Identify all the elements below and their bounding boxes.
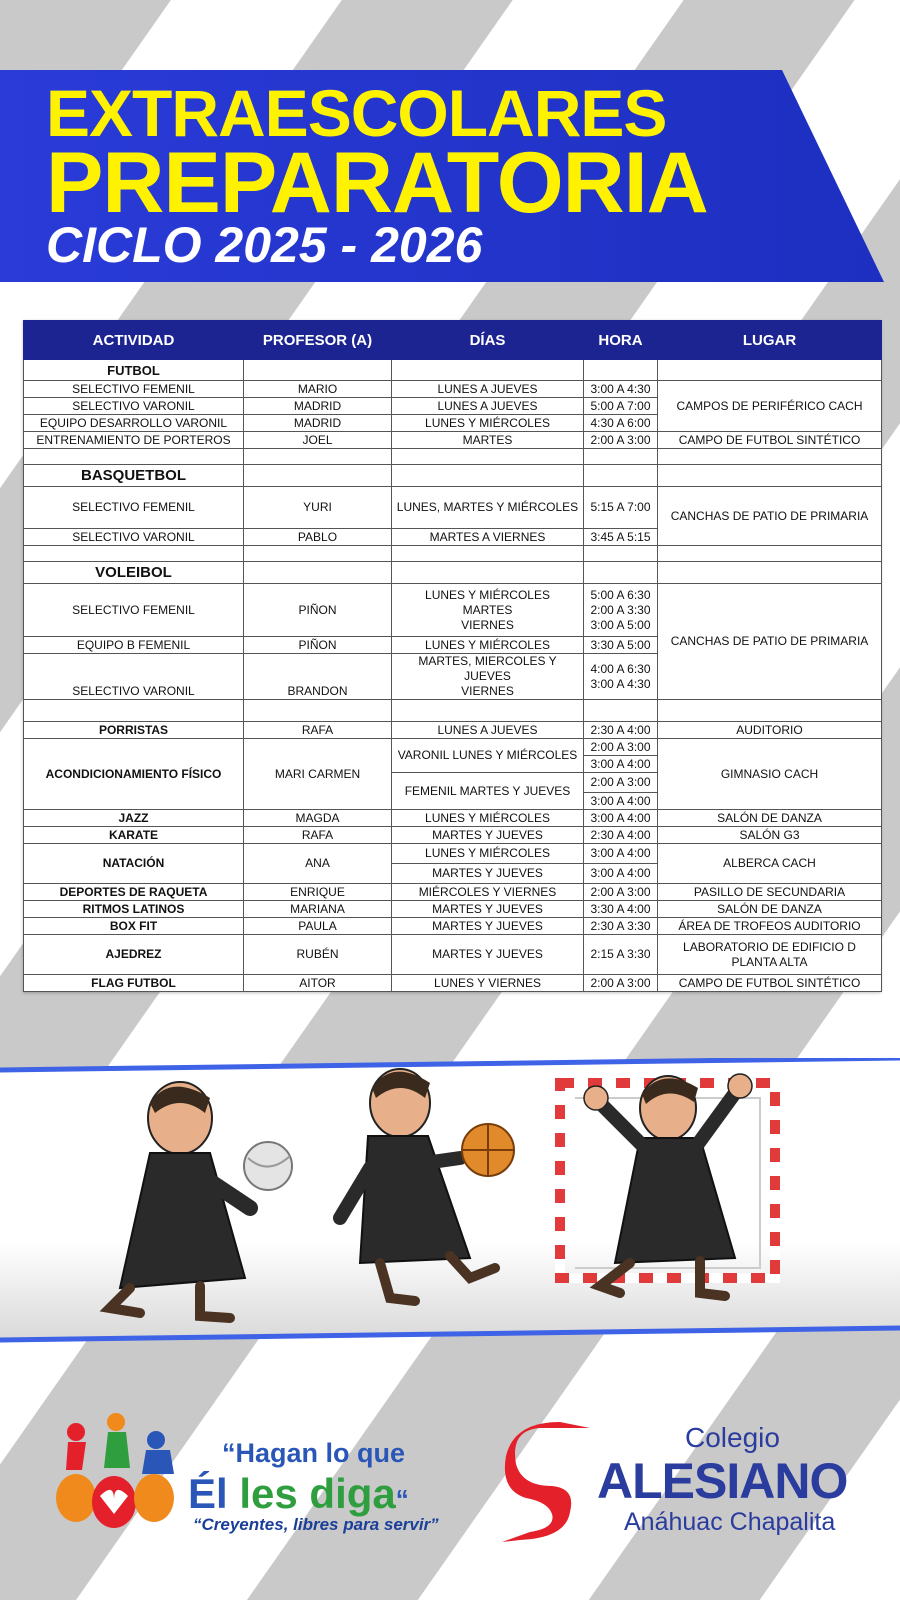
hour-cell: 2:00 A 3:00 — [584, 432, 658, 449]
slogan-quote-mark: “ — [395, 1484, 409, 1514]
days-cell: MARTES Y JUEVES — [392, 901, 584, 918]
hour-cell: 2:30 A 4:00 — [584, 722, 658, 739]
activity-cell: SELECTIVO FEMENIL — [24, 487, 244, 529]
table-row — [24, 884, 882, 901]
teacher-cell: RUBÉN — [244, 935, 392, 975]
place-cell: ALBERCA CACH — [658, 844, 882, 884]
pilgrims-emblem-icon — [56, 1413, 174, 1528]
activity-cell: AJEDREZ — [24, 935, 244, 975]
days-cell: LUNES Y MIÉRCOLES — [392, 415, 584, 432]
column-header-hora: HORA — [584, 321, 658, 360]
days-cell: MIÉRCOLES Y VIERNES — [392, 884, 584, 901]
activity-cell: KARATE — [24, 827, 244, 844]
brand-colegio: Colegio — [685, 1422, 780, 1453]
hour-cell: 3:00 A 4:00 — [584, 793, 658, 810]
teacher-cell: MARI CARMEN — [244, 739, 392, 810]
activity-cell: PORRISTAS — [24, 722, 244, 739]
teacher-cell: ANA — [244, 844, 392, 884]
hour-cell: 2:30 A 4:00 — [584, 827, 658, 844]
hour-cell: 5:00 A 7:00 — [584, 398, 658, 415]
salesiano-s-logo-icon — [500, 1420, 600, 1550]
hour-cell: 2:00 A 3:00 — [584, 773, 658, 793]
table-row — [24, 975, 882, 992]
header-banner — [0, 70, 900, 282]
teacher-cell: MARIANA — [244, 901, 392, 918]
days-cell: MARTES Y JUEVES — [392, 935, 584, 975]
section-row-futbol — [24, 360, 882, 381]
activity-cell: EQUIPO B FEMENIL — [24, 637, 244, 654]
schedule-table-container — [23, 320, 881, 992]
table-row — [24, 722, 882, 739]
teacher-cell: MADRID — [244, 398, 392, 415]
column-header-profesor: PROFESOR (A) — [244, 321, 392, 360]
teacher-cell: MADRID — [244, 415, 392, 432]
place-cell: AUDITORIO — [658, 722, 882, 739]
days-cell: FEMENIL MARTES Y JUEVES — [392, 773, 584, 810]
days-cell — [392, 584, 584, 637]
days-line: MARTES, MIERCOLES Y JUEVES — [418, 654, 557, 683]
table-row — [24, 844, 882, 864]
table-row — [24, 487, 882, 529]
slogan-les-diga: les diga — [239, 1470, 396, 1517]
table-row — [24, 432, 882, 449]
title-ciclo: CICLO 2025 - 2026 — [46, 217, 483, 273]
teacher-cell: YURI — [244, 487, 392, 529]
place-cell: CAMPO DE FUTBOL SINTÉTICO — [658, 975, 882, 992]
column-header-lugar: LUGAR — [658, 321, 882, 360]
teacher-cell: PIÑON — [244, 584, 392, 637]
activity-cell: BOX FIT — [24, 918, 244, 935]
place-cell: SALÓN DE DANZA — [658, 901, 882, 918]
teacher-cell: ENRIQUE — [244, 884, 392, 901]
hour-cell: 3:00 A 4:00 — [584, 864, 658, 884]
days-cell: LUNES Y MIÉRCOLES — [392, 637, 584, 654]
teacher-cell: MAGDA — [244, 810, 392, 827]
section-label-voleibol: VOLEIBOL — [24, 562, 244, 584]
days-cell: LUNES A JUEVES — [392, 381, 584, 398]
place-cell: CAMPOS DE PERIFÉRICO CACH — [658, 381, 882, 432]
table-row — [24, 901, 882, 918]
hour-cell: 2:00 A 3:00 — [584, 884, 658, 901]
hour-line: 3:00 A 4:30 — [590, 676, 651, 691]
days-cell: MARTES Y JUEVES — [392, 918, 584, 935]
days-cell: LUNES, MARTES Y MIÉRCOLES — [392, 487, 584, 529]
days-cell: MARTES — [392, 432, 584, 449]
section-row-basquetbol — [24, 465, 882, 487]
activity-cell: NATACIÓN — [24, 844, 244, 884]
teacher-cell: RAFA — [244, 722, 392, 739]
place-cell: CANCHAS DE PATIO DE PRIMARIA — [658, 487, 882, 546]
brand-salesiano: ALESIANO — [597, 1453, 848, 1509]
activity-cell: JAZZ — [24, 810, 244, 827]
brand-anahuac-chapalita: Anáhuac Chapalita — [624, 1508, 836, 1536]
activity-cell: EQUIPO DESARROLLO VARONIL — [24, 415, 244, 432]
days-cell: MARTES Y JUEVES — [392, 864, 584, 884]
place-cell: PASILLO DE SECUNDARIA — [658, 884, 882, 901]
teacher-cell: PIÑON — [244, 637, 392, 654]
place-cell: SALÓN DE DANZA — [658, 810, 882, 827]
days-cell: LUNES A JUEVES — [392, 398, 584, 415]
days-line: VIERNES — [461, 684, 514, 698]
hour-cell: 4:30 A 6:00 — [584, 415, 658, 432]
place-cell: CANCHAS DE PATIO DE PRIMARIA — [658, 584, 882, 700]
spacer-row — [24, 449, 882, 465]
place-cell: SALÓN G3 — [658, 827, 882, 844]
hour-cell — [584, 584, 658, 637]
hour-line: 3:00 A 5:00 — [590, 617, 651, 632]
table-row — [24, 739, 882, 756]
teacher-cell: BRANDON — [244, 654, 392, 700]
teacher-cell: JOEL — [244, 432, 392, 449]
hour-cell: 3:45 A 5:15 — [584, 529, 658, 546]
hour-cell: 3:00 A 4:00 — [584, 756, 658, 773]
days-line: VIERNES — [461, 617, 514, 632]
hour-line: 4:00 A 6:30 — [590, 661, 651, 676]
days-cell — [392, 654, 584, 700]
place-cell: GIMNASIO CACH — [658, 739, 882, 810]
hour-cell: 2:00 A 3:00 — [584, 739, 658, 756]
table-header-row — [24, 321, 882, 360]
title-extraescolares: EXTRAESCOLARES — [46, 76, 667, 150]
hour-cell: 2:30 A 3:30 — [584, 918, 658, 935]
activity-cell: RITMOS LATINOS — [24, 901, 244, 918]
table-row — [24, 935, 882, 975]
spacer-row — [24, 546, 882, 562]
activity-cell: SELECTIVO VARONIL — [24, 398, 244, 415]
place-cell: ÁREA DE TROFEOS AUDITORIO — [658, 918, 882, 935]
hour-cell: 5:15 A 7:00 — [584, 487, 658, 529]
teacher-cell: PAULA — [244, 918, 392, 935]
hagan-lo-que-logo — [38, 1410, 438, 1540]
days-cell: LUNES A JUEVES — [392, 722, 584, 739]
column-header-actividad: ACTIVIDAD — [24, 321, 244, 360]
table-row — [24, 810, 882, 827]
slogan-tagline: “Creyentes, libres para servir” — [193, 1515, 439, 1534]
hour-cell: 3:00 A 4:00 — [584, 844, 658, 864]
slogan-line-1: “Hagan lo que — [222, 1438, 406, 1468]
hour-cell: 3:30 A 4:00 — [584, 901, 658, 918]
days-cell: VARONIL LUNES Y MIÉRCOLES — [392, 739, 584, 773]
days-line: MARTES — [462, 602, 513, 617]
teacher-cell: PABLO — [244, 529, 392, 546]
teacher-cell: MARIO — [244, 381, 392, 398]
days-cell: MARTES A VIERNES — [392, 529, 584, 546]
hour-cell: 2:00 A 3:00 — [584, 975, 658, 992]
hour-cell — [584, 654, 658, 700]
days-cell: LUNES Y VIERNES — [392, 975, 584, 992]
table-row — [24, 918, 882, 935]
activity-cell: FLAG FUTBOL — [24, 975, 244, 992]
days-cell: MARTES Y JUEVES — [392, 827, 584, 844]
schedule-table — [23, 320, 882, 992]
activity-cell: DEPORTES DE RAQUETA — [24, 884, 244, 901]
spacer-row — [24, 700, 882, 722]
hour-line: 2:00 A 3:30 — [590, 602, 651, 617]
hour-line: 5:00 A 6:30 — [590, 587, 651, 602]
table-row — [24, 381, 882, 398]
section-label-basquetbol: BASQUETBOL — [24, 465, 244, 487]
hour-cell: 3:00 A 4:00 — [584, 810, 658, 827]
activity-cell: SELECTIVO FEMENIL — [24, 381, 244, 398]
days-cell: LUNES Y MIÉRCOLES — [392, 844, 584, 864]
slogan-el: Él — [188, 1470, 228, 1517]
teacher-cell: RAFA — [244, 827, 392, 844]
activity-cell: ACONDICIONAMIENTO FÍSICO — [24, 739, 244, 810]
place-cell: LABORATORIO DE EDIFICIO D PLANTA ALTA — [658, 935, 882, 975]
hour-cell: 3:30 A 5:00 — [584, 637, 658, 654]
teacher-cell: AITOR — [244, 975, 392, 992]
days-line: LUNES Y MIÉRCOLES — [425, 587, 550, 602]
title-preparatoria: PREPARATORIA — [46, 135, 708, 231]
activity-cell: SELECTIVO VARONIL — [24, 529, 244, 546]
table-row — [24, 827, 882, 844]
column-header-dias: DÍAS — [392, 321, 584, 360]
activity-cell: SELECTIVO FEMENIL — [24, 584, 244, 637]
table-row — [24, 584, 882, 637]
activity-cell: ENTRENAMIENTO DE PORTEROS — [24, 432, 244, 449]
activity-cell: SELECTIVO VARONIL — [24, 654, 244, 700]
days-cell: LUNES Y MIÉRCOLES — [392, 810, 584, 827]
section-row-voleibol — [24, 562, 882, 584]
hour-cell: 3:00 A 4:30 — [584, 381, 658, 398]
illustration-band — [0, 1058, 900, 1358]
hour-cell: 2:15 A 3:30 — [584, 935, 658, 975]
place-cell: CAMPO DE FUTBOL SINTÉTICO — [658, 432, 882, 449]
section-label-futbol: FUTBOL — [24, 360, 244, 381]
